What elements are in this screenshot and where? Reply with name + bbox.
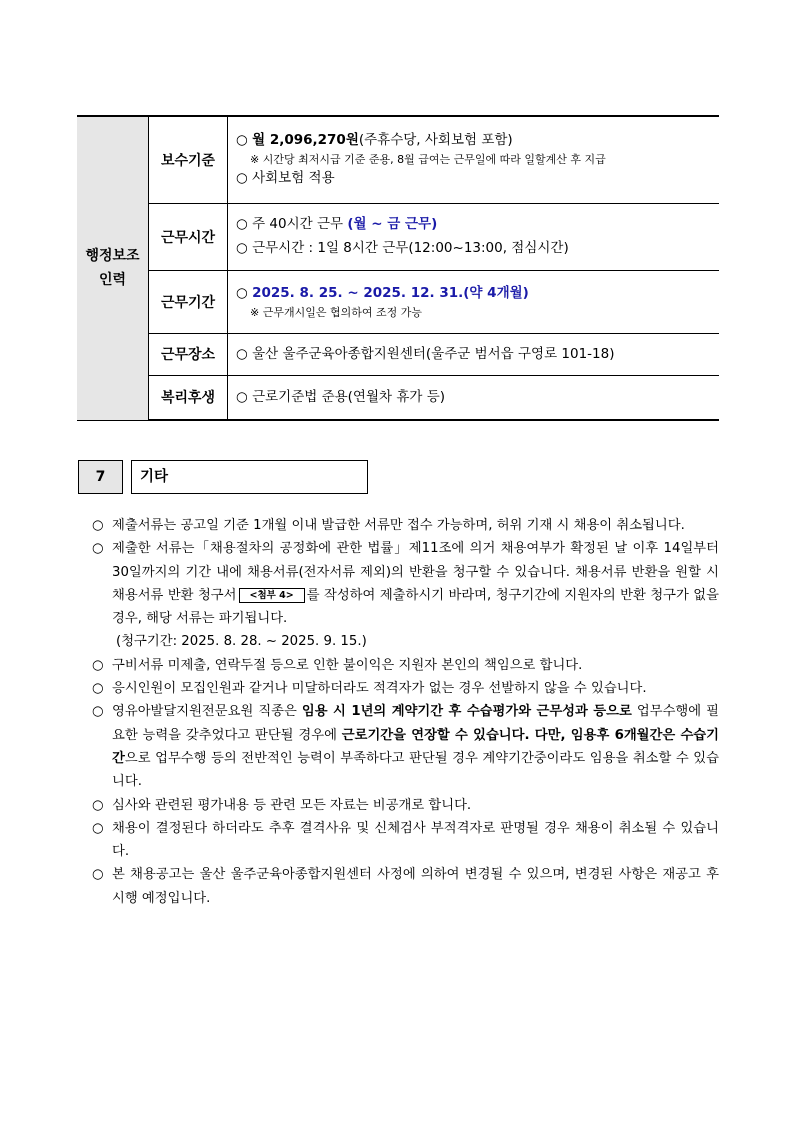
period-highlight: 2025. 8. 25. ~ 2025. 12. 31.(약 4개월)	[252, 284, 529, 301]
list-item: ○ 제출한 서류는「채용절차의 공정화에 관한 법률」제11조에 의거 채용여부가 확정된 날 이후 14일부터 30일까지의 기간 내에 채용서류(전자서류 제외)의 반환을 청구할 수 있습니다. 채용서류 반환을 원할 시 채용서류 반환 청구서 <첨부 4> 를 작성하여 제출하시기 바라며, 청구기간에 지원자의 반환 청구가 없을 경우, 해당 서류는 파기됩니다. (청구기간: 2025. 8. 28. ~ 2025. 9. 15.)	[92, 537, 719, 653]
row-value-benefits: ○ 근로기준법 준용(연월차 휴가 등)	[228, 375, 720, 420]
row-value-period: ○ 2025. 8. 25. ~ 2025. 12. 31.(약 4개월) ※ 근무개시일은 협의하여 조정 가능	[228, 270, 720, 333]
attachment-tag: <첨부 4>	[239, 588, 305, 603]
list-item: ○ 심사와 관련된 평가내용 등 관련 모든 자료는 비공개로 합니다.	[92, 797, 472, 813]
list-item: ○ 채용이 결정된다 하더라도 추후 결격사유 및 신체검사 부적격자로 판명될 경우 채용이 취소될 수 있습니다.	[92, 820, 719, 860]
section-number: 7	[78, 460, 123, 494]
pay-amount: 월 2,096,270원	[252, 132, 359, 149]
row-label-period: 근무기간	[149, 270, 228, 333]
notes-list	[92, 514, 719, 910]
row-label-pay: 보수기준	[149, 116, 228, 203]
job-conditions-table	[77, 115, 719, 421]
pay-note: ※ 시간당 최저시급 기준 준용, 8월 급여는 근무일에 따라 일할계산 후 지급	[250, 153, 606, 167]
list-item: ○ 본 채용공고는 울산 울주군육아종합지원센터 사정에 의하여 변경될 수 있으며, 변경된 사항은 재공고 후 시행 예정입니다.	[92, 867, 719, 906]
list-item: ○ 제출서류는 공고일 기준 1개월 이내 발급한 서류만 접수 가능하며, 허위 기재 시 채용이 취소됩니다.	[92, 518, 685, 533]
list-item: ○ 구비서류 미제출, 연락두절 등으로 인한 불이익은 지원자 본인의 책임으로 합니다.	[92, 657, 583, 673]
claim-period: (청구기간: 2025. 8. 28. ~ 2025. 9. 15.)	[116, 634, 367, 650]
workdays-highlight: (월 ~ 금 근무)	[347, 216, 438, 232]
row-value-hours: ○ 주 40시간 근무 (월 ~ 금 근무) ○ 근무시간 : 1일 8시간 근무(12:00~13:00, 점심시간)	[228, 203, 720, 270]
row-label-hours: 근무시간	[149, 203, 228, 270]
section-header	[78, 460, 368, 493]
list-item: ○ 영유아발달지원전문요원 직종은 임용 시 1년의 계약기간 후 수습평가와 근무성과 등으로 업무수행에 필요한 능력을 갖추었다고 판단될 경우에 근로기간을 연장할 수 있습니다. 다만, 임용후 6개월간은 수습기간으로 업무수행 등의 전반적인 능력이 부족하다고 판단될 경우 계약기간중이라도 임용을 취소할 수 있습니다.	[92, 704, 719, 790]
row-value-location: ○ 울산 울주군육아종합지원센터(울주군 범서읍 구영로 101-18)	[228, 333, 720, 375]
row-label-location: 근무장소	[149, 333, 228, 375]
list-item: ○ 응시인원이 모집인원과 같거나 미달하더라도 적격자가 없는 경우 선발하지 않을 수 있습니다.	[92, 681, 647, 697]
category-label: 행정보조 인력	[85, 248, 140, 289]
category-cell	[77, 116, 149, 420]
row-value-pay: ○ 월 2,096,270원(주휴수당, 사회보험 포함) ※ 시간당 최저시급 기준 준용, 8월 급여는 근무일에 따라 일할계산 후 지급 ○ 사회보험 적용	[228, 116, 720, 203]
row-label-benefits: 복리후생	[149, 375, 228, 420]
period-note: ※ 근무개시일은 협의하여 조정 가능	[250, 305, 422, 319]
section-title: 기타	[131, 460, 368, 494]
